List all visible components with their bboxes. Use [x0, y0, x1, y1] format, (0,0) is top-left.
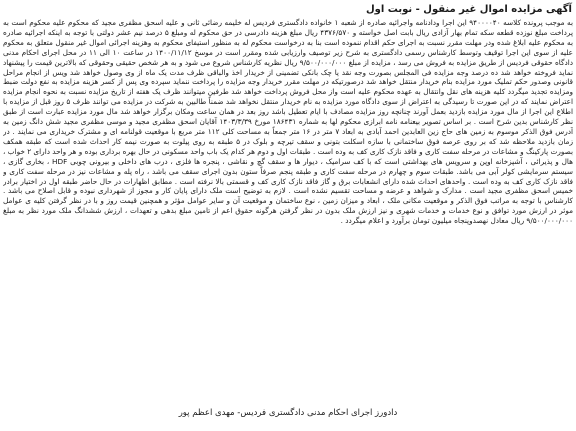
notice-signature: دادورز اجرای احکام مدنی دادگستری فردیس- مهدی اعظم پور — [178, 408, 398, 418]
notice-title: آگهی مزایده اموال غیر منقول - نوبت اول — [366, 4, 572, 15]
notice-body-text: به موجب پرونده کلاسه ۹۴۰۰۰۰۴۰ این اجرا ودادنامه واجرائیه صادره از شعبه ۱ خانواده دادگستری فردیس له خلیمه رضائی ثانی و علیه اسحق مظفری مجید که محکوم علیه محکوم است به پرداخت مبلغ نوزده قطعه سکه تمام بهار آزادی ریال بابت اصل خواسته و ۴۳۷۶/۵۷۰ ریال مبلغ هزینه دادرسی در حق محکوم له ومبلغ ۵ درصد نیم عشر دولتی با توجه به اینکه اجرائیه صادره به محکوم علیه ابلاغ شده ودر مهلت مقرر نسبت به اجرای حکم اقدام ننموده است بنا به درخواست محکوم له به منظور استیفای محکوم به وهزینه اجرائی اموال غیر منقول متعلق به محکوم علیه از سوی این اجرا توقیف وتوسط کارشناس رسمی دادگستری به شرح زیر توصیف وارزیابی شده ومقرر است در موسخ ۱۴۰۰/۱۱/۱۲ در ساعت ۱۰ الی ۱۱ در محل اجرای احکام مدنی دادگاه حقوقی فردیس از طریق مزایده به فروش می رسد ، مزایده از مبلغ ۹/۵۰۰/۰۰۰/۰۰۰ ریال نظریه کارشناس شروع می شود و به هر شخص حقیقی وحقوقی که بالاترین قیمت را پیشنهاد نماید فروخته خواهد شد ده درصد وجه مزایده فی المجلس بصورت وجه نقد یا چک بانکی تضمینی از خریدار اخذ والباقی ظرف مدت یک ماه از وی وصول خواهد شد ویس از انجام مراحل قانونی وصدور حکم تملیک مورد مزایده بنام خریدار منتقل خواهد شد درصورتیکه در مهلت مقرر خریدار وجه مزایده را پرداخت ننماید سپرده وی پس از کسر هزینه مزایده به نفع دولت ضبط ومزایده تجدید میگردد کلیه هزینه های نقل وانتقال به عهده محکوم علیه است واز محل فروش پرداخت خواهد شد طرفین میتوانند ظرف یک هفته از تاریخ مزایده نسبت به نحوه انجام مزایده اعتراض نمایند که در این صورت تا رسیدگی به اعتراض از سوی دادگاه مورد مزایده به نام خریدار منتقل نخواهد شد ضمناً طالبین به شرکت در مزایده می توانند ظرف ۵ روز قبل از مزایده با اطلاع این اجرا از مال مورد مزایده بازدید بعمل آورند چنانچه روز مزایده مصادف با ایام تعطیل باشد روز بعد در همان ساعت ومکان برگزار خواهد شد مال مورد مزایده عبارت است از طبق نظر کارشناس بدین شرح است . بر اساس تصویر بیعنامه نامه ابرازی محکوم لها به شماره ۱۸۶۴۳۱ مورخ ۱۴۰۳/۳/۳۹ آقایان اسحق مظفری مجید و موسی مظفری مجید شش دانگ زمین به آدرس فوق الذکر موسوم به زمین های حاج زین العابدین احمد آبادی به ابعاد ۷ متر در ۱۶ متر جمعاً به مساحت کلی ۱۱۲ متر مربع با موقعیت قولنامه ای و مشترک خریداری می نمایند . در زمان بازدید ملاحظه شد که بر روی عرصه فوق ساختمانی با سازه اسکلت بتونی و سقف تیرچه و بلوک در ۵ طبقه به روی پیلوت به صورت نیمه کار احداث شده است که طبقه همکف بصورت پارکینگ و مشاعات در مرحله سفت کاری و فاقد نازک کاری کف به وده است . طبقات اول و دوم هر کدام یک باب واحد مسکونی در حال بهره برداری بوده و هر واحد دارای ۲ خواب ، هال و پذیرائی ، آشپزخانه اوپن و سرویس های بهداشتی است که با کف سرامیک ، دیوار ها و سقف گچ و نقاشی ، پنجره ها فلزی ، درب های داخلی و بیرونی چوبی HDF ، بخاری گازی ، سیستم سرمایشی کولر آبی می باشد. طبقات سوم و چهارم در مرحله سفت کاری و طبقه پنجم صرفاً ستون بدون اجرای سقف می باشد ، راه پله و مشاعات نیز در مرحله سفت کاری و فاقد نازک کاری کف به وده است . واحدهای احداث شده دارای انشعابات برق و گاز فاقد نازک کاری کف و قسمتی بالا نرفته است . مطابق اظهارات در حال حاضر طبقه اول در اختیار برادر خمیس اسحق مظفری مجید است . مدارک و شواهد و عرضه و مساحت تقسیم نشده است . لازم به توضیح است ملک دارای پایان کار و مجوز از شهرداری نبوده و قابل اصلاح می باشد . کارشناس با توجه به مراتب فوق الذکر و موقعیت مکانی ملک ، ابعاد و میزان زمین ، نوع ساختمان و موقعیت آن و سایر عوامل مؤثر و همچنین قیمت روز و با در نظر گرفتن کلیه ی عوامل موثر در ارزش مورد توافق و نوع خدمات و خدمات شهری و نیز ارزش ملک بدون در نظر گرفتن هرگونه حقوق اعم از تامین مبلغ بدهی و تعهدات ، ارزش ششدانگ ملک مورد نظر به مبلغ ۹/۵۰۰/۰۰۰/۰۰۰ ریال معادل نهصدوپنجاه میلیون تومان برآورد و اعلام میگردد . — [3, 18, 573, 226]
